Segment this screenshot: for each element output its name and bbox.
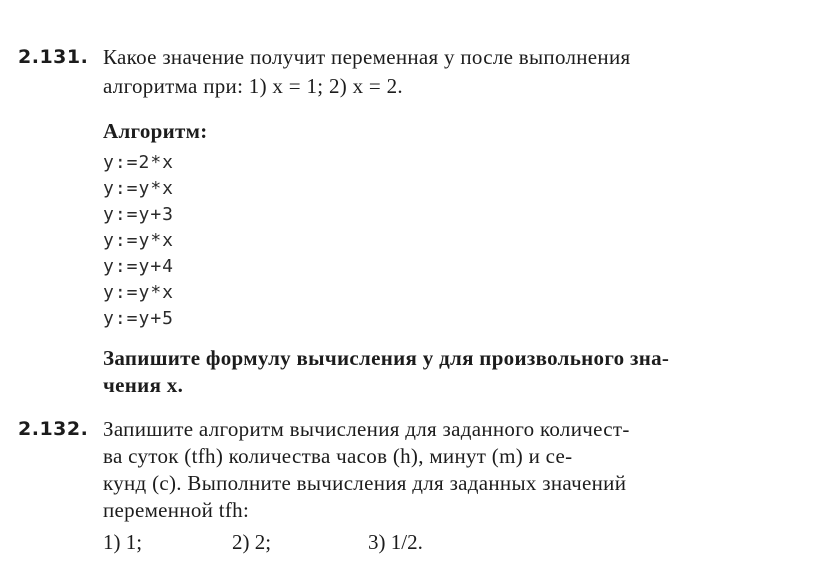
problem-132-line-4: переменной tfh: [103,498,250,522]
code-line: y:=2*x [103,152,175,173]
problem-131-number: 2.131. [18,46,89,68]
problem-132-line-3: кунд (с). Выполните вычисления для заданных значений [103,471,627,495]
answer-option-1: 1) 1; [103,530,143,554]
answer-option-3: 3) 1/2. [368,530,423,554]
code-line: y:=y+4 [103,256,175,277]
algorithm-heading: Алгоритм: [103,119,208,143]
problem-132-number: 2.132. [18,418,89,440]
problem-131-line-1: Какое значение получит переменная y после выполнения [103,45,631,69]
problem-131-task-line-2: чения x. [103,373,184,397]
code-line: y:=y*x [103,282,175,303]
problem-132-line-1: Запишите алгоритм вычисления для заданного количест- [103,417,630,441]
problem-132-line-2: ва суток (tfh) количества часов (h), минут (m) и се- [103,444,573,468]
code-line: y:=y+5 [103,308,175,329]
problem-131-line-2: алгоритма при: 1) x = 1; 2) x = 2. [103,74,403,98]
problem-131-task-line-1: Запишите формулу вычисления y для произвольного зна- [103,346,670,370]
code-line: y:=y*x [103,230,175,251]
answer-option-2: 2) 2; [232,530,272,554]
code-line: y:=y+3 [103,204,175,225]
code-line: y:=y*x [103,178,175,199]
